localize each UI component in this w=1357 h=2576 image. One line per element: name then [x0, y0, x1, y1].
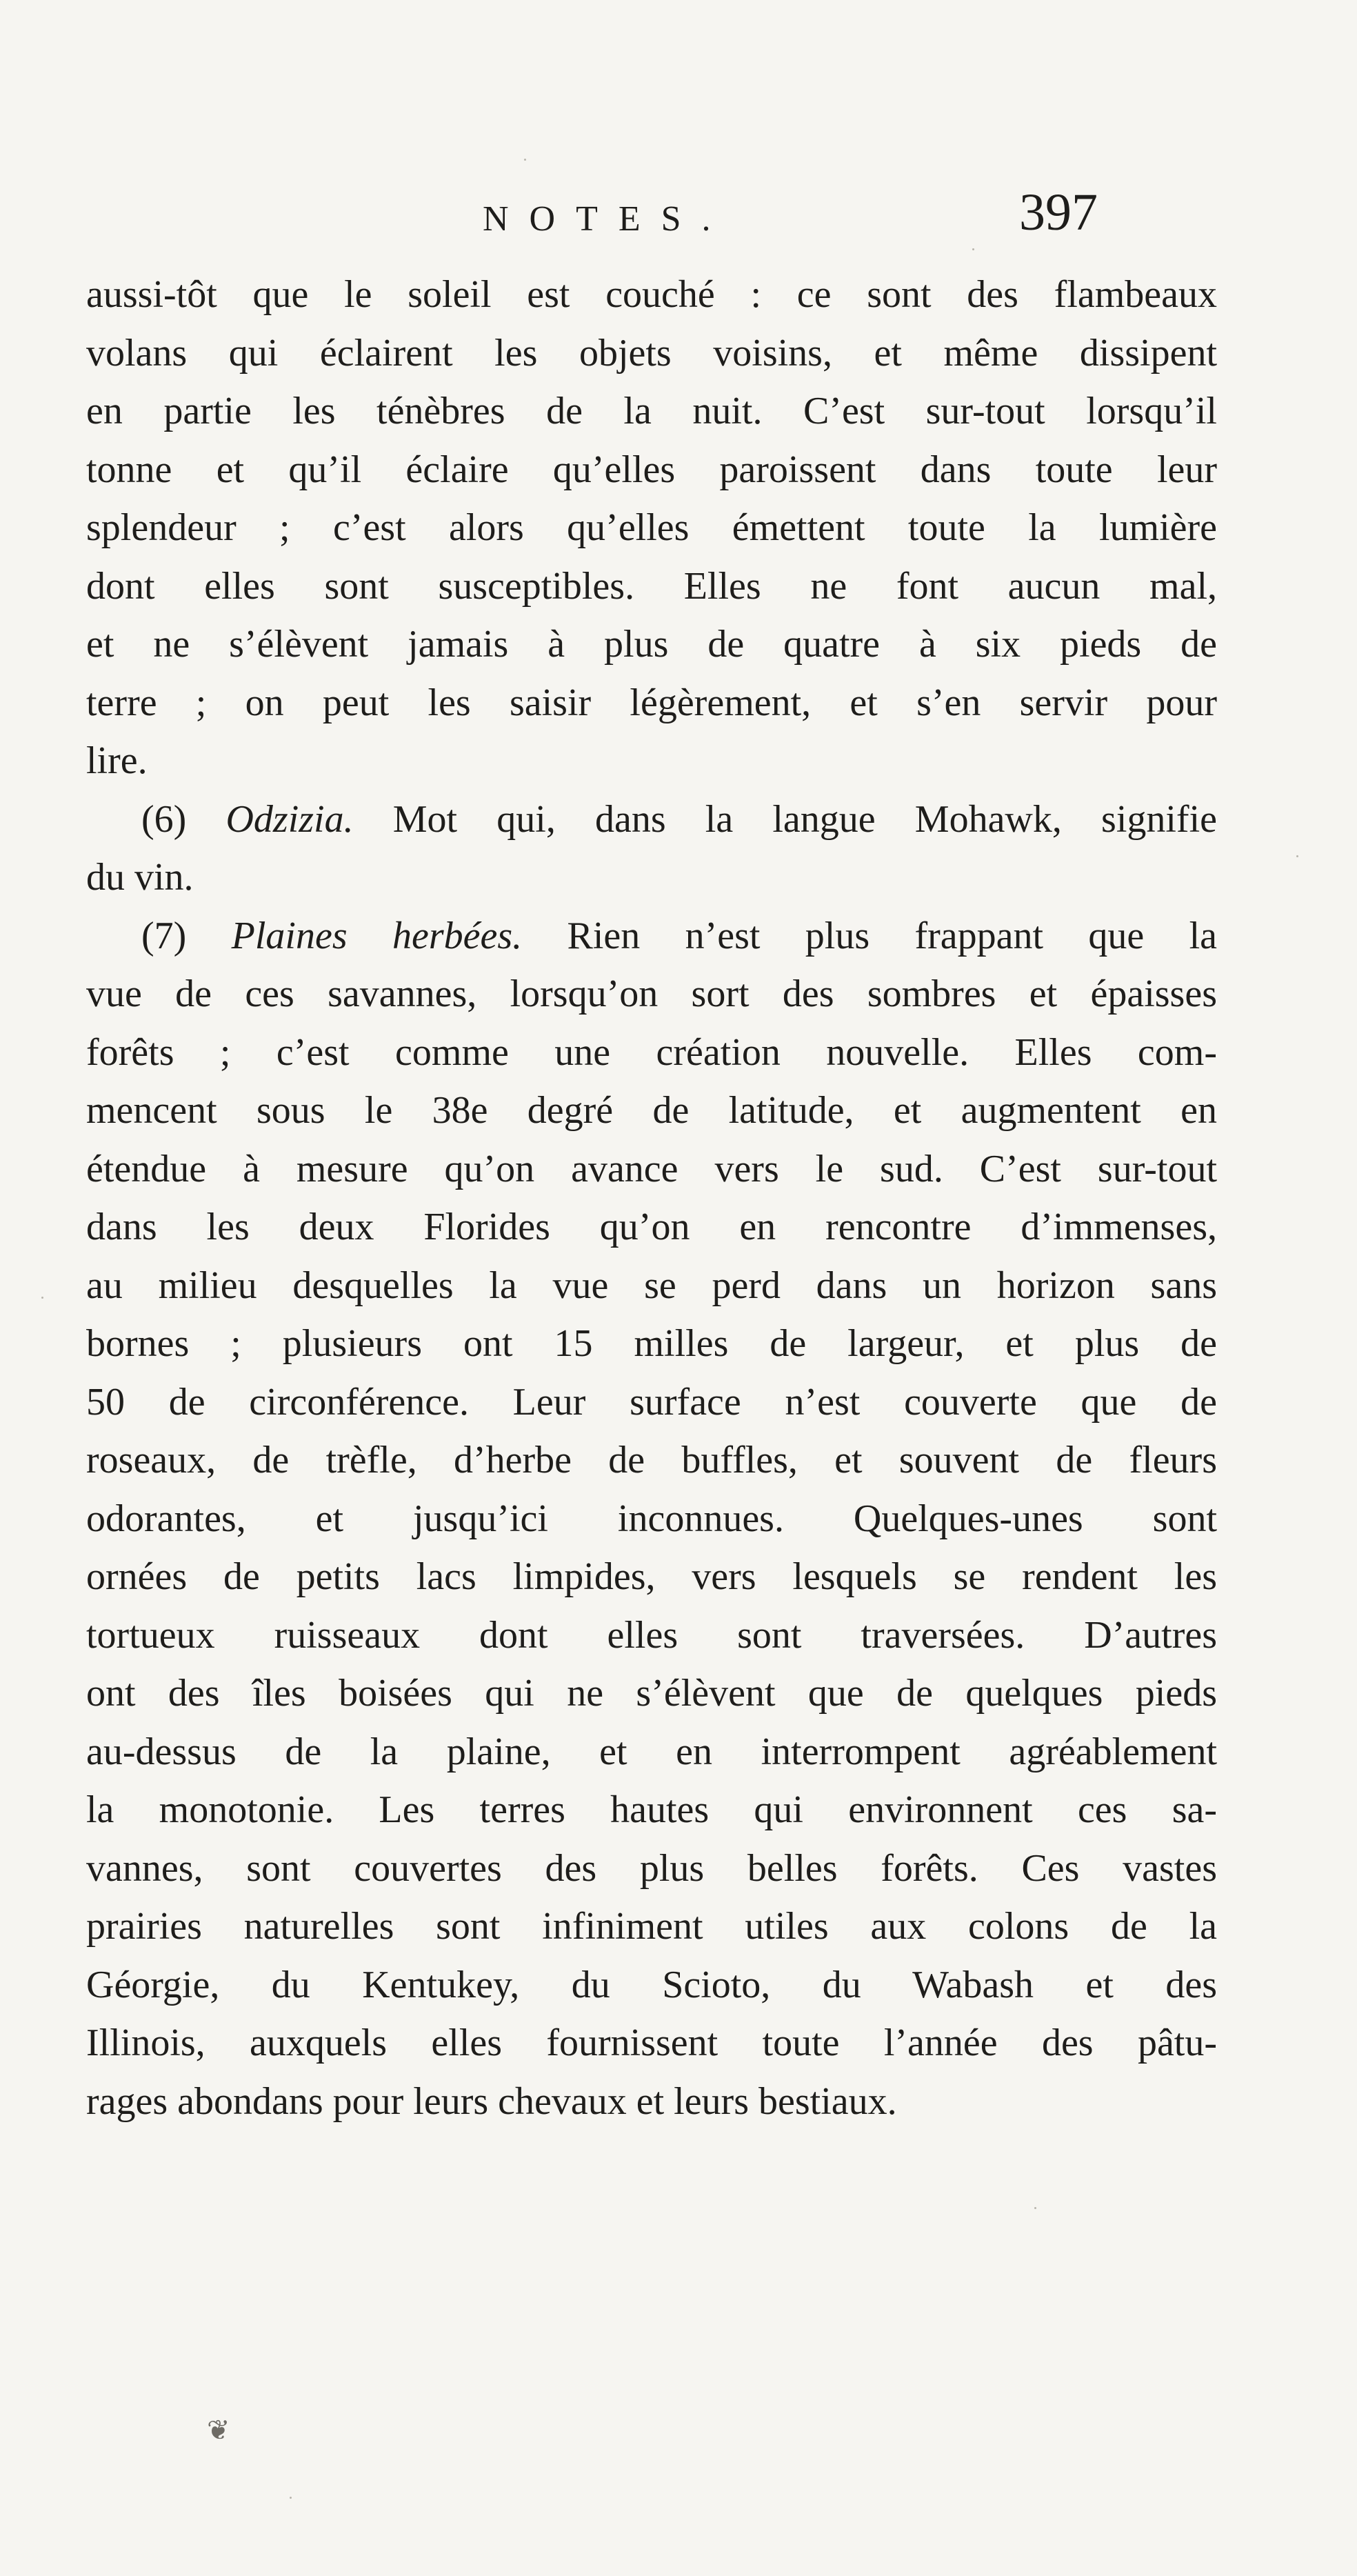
text-line: Géorgie, du Kentukey, du Scioto, du Wabash et des: [86, 1963, 1217, 2006]
text-line: dont elles sont susceptibles. Elles ne font aucun mal,: [86, 564, 1217, 608]
text-line: étendue à mesure qu’on avance vers le sud. C’est sur-tout: [86, 1147, 1217, 1190]
text-line: vue de ces savannes, lorsqu’on sort des sombres et épaisses: [86, 972, 1217, 1015]
note-6-number: (6): [141, 797, 187, 841]
paper-speck: [41, 1297, 43, 1299]
text-line: au milieu desquelles la vue se perd dans un horizon sans: [86, 1264, 1217, 1307]
text-line: ont des îles boisées qui ne s’élèvent que de quelques pieds: [86, 1672, 1217, 1715]
text-line: odorantes, et jusqu’ici inconnues. Quelques-unes sont: [86, 1497, 1217, 1540]
smudge-mark-icon: ❦: [207, 2415, 230, 2446]
running-title: NOTES.: [483, 199, 732, 239]
note-7-text: Rien n’est plus frappant que la: [522, 914, 1218, 957]
note-7-number: (7): [141, 914, 187, 957]
text-line: ornées de petits lacs limpides, vers lesquels se rendent les: [86, 1555, 1217, 1598]
text-line: dans les deux Florides qu’on en rencontre d’immenses,: [86, 1206, 1217, 1248]
text-line: bornes ; plusieurs ont 15 milles de largeur, et plus de: [86, 1322, 1217, 1365]
page-number: 397: [1019, 183, 1098, 241]
text-line: forêts ; c’est comme une création nouvelle. Elles com-: [86, 1030, 1217, 1074]
note-7-first-line: [86, 907, 1217, 966]
text-line: au-dessus de la plaine, et en interrompent agréablement: [86, 1730, 1217, 1773]
text-line: rages abondans pour leurs chevaux et leurs bestiaux.: [86, 2079, 897, 2123]
paper-speck: [1296, 855, 1298, 857]
note-6-text: Mot qui, dans la langue Mohawk, signifie: [353, 797, 1217, 841]
text-line: tortueux ruisseaux dont elles sont traversées. D’autres: [86, 1613, 1217, 1657]
text-line: la monotonie. Les terres hautes qui environnent ces sa-: [86, 1788, 1217, 1831]
text-line: tonne et qu’il éclaire qu’elles paroissent dans toute leur: [86, 448, 1217, 491]
text-line: et ne s’élèvent jamais à plus de quatre à six pieds de: [86, 623, 1217, 666]
text-line: en partie les ténèbres de la nuit. C’est sur-tout lorsqu’il: [86, 390, 1217, 432]
paper-speck: [524, 159, 526, 161]
text-line: vannes, sont couvertes des plus belles forêts. Ces vastes: [86, 1846, 1217, 1890]
text-line: du vin.: [86, 856, 194, 899]
text-line: lire.: [86, 739, 148, 782]
page-body: [86, 266, 1217, 2130]
note-6-first-line: [86, 790, 1217, 849]
paper-speck: [1034, 2207, 1036, 2209]
text-line: prairies naturelles sont infiniment utiles aux colons de la: [86, 1905, 1217, 1948]
text-line: Illinois, auxquels elles fournissent toute l’année des pâtu-: [86, 2021, 1217, 2064]
text-line: 50 de circonférence. Leur surface n’est couverte que de: [86, 1380, 1217, 1424]
note-7-title: Plaines herbées.: [231, 914, 523, 957]
paper-speck: [290, 2497, 292, 2499]
text-line: terre ; on peut les saisir légèrement, et s’en servir pour: [86, 681, 1217, 724]
text-line: aussi-tôt que le soleil est couché : ce sont des flambeaux: [86, 273, 1217, 316]
text-line: roseaux, de trèfle, d’herbe de buffles, et souvent de fleurs: [86, 1439, 1217, 1481]
paper-speck: [972, 248, 974, 250]
text-line: mencent sous le 38e degré de latitude, et augmentent en: [86, 1089, 1217, 1132]
note-6-title: Odzizia.: [225, 797, 354, 841]
text-line: splendeur ; c’est alors qu’elles émettent toute la lumière: [86, 506, 1217, 549]
text-line: volans qui éclairent les objets voisins, et même dissipent: [86, 331, 1217, 375]
